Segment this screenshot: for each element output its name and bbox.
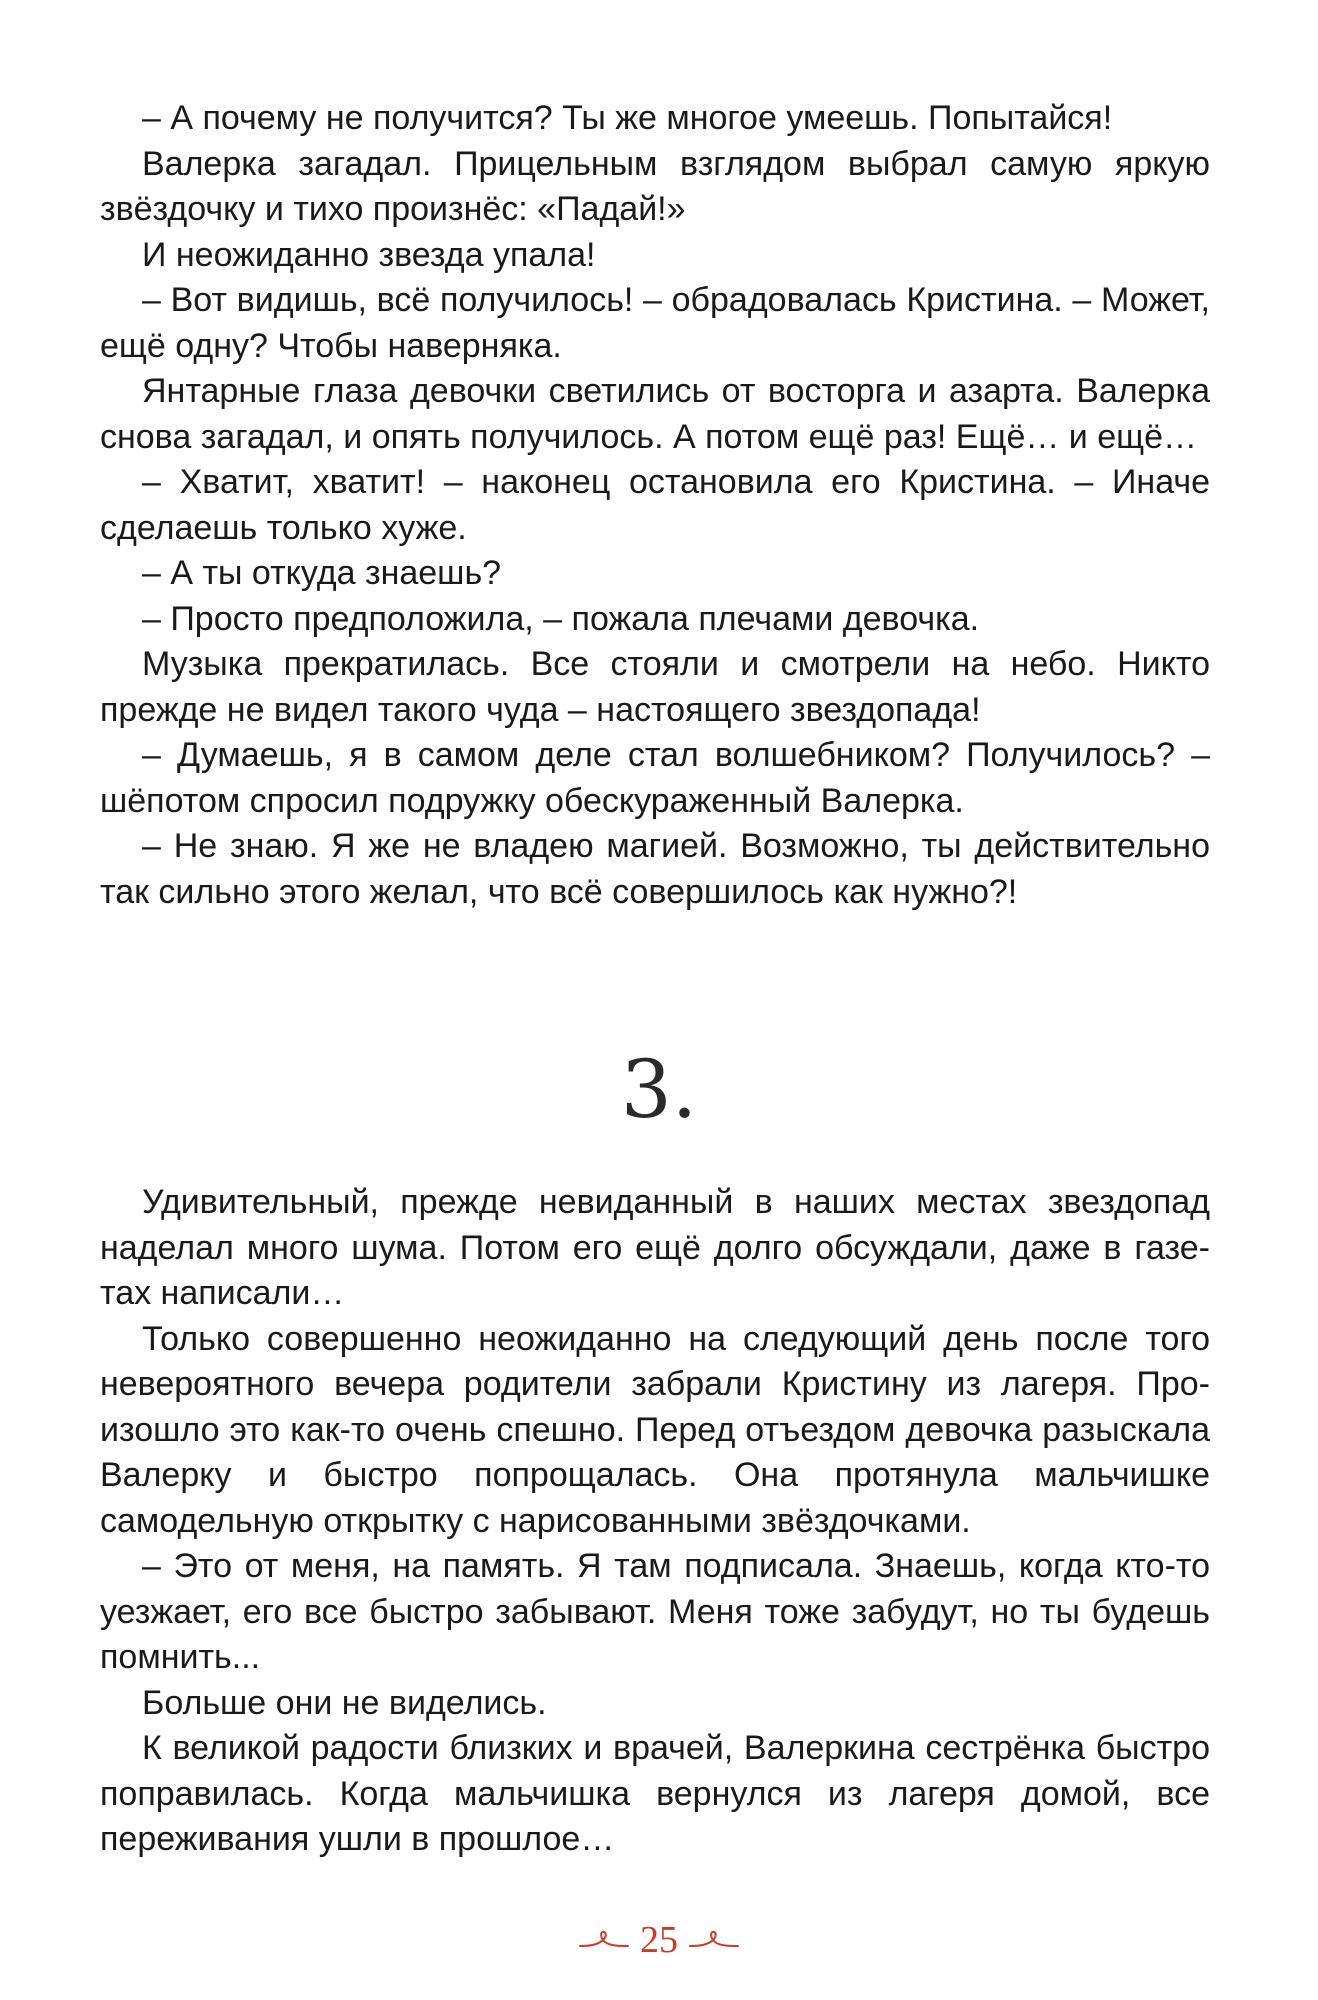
page-footer — [0, 1918, 1318, 1962]
paragraph: – А ты откуда знаешь? — [142, 554, 502, 592]
paragraph: Больше они не виделись. — [142, 1683, 547, 1722]
paragraph: И неожиданно звезда упала! — [142, 235, 596, 274]
paragraph: – Вот видишь, всё получилось! – обрадовалась Кристина. – Может, ещё одну? Чтобы наверняка. — [100, 281, 1210, 365]
paragraph: – А почему не получится? Ты же многое умеешь. Попытайся! — [142, 99, 1113, 137]
page-number: 25 — [640, 1919, 678, 1961]
paragraph: – Думаешь, я в самом деле стал волшебником? Получилось? – шёпотом спросил подружку обескураженный Валерка. — [100, 736, 1210, 820]
paragraph: Удивительный, прежде невиданный в наших местах звездопад наделал много шума. Потом его ещё долго обсуждали, даже в газетах написали… — [100, 1183, 1210, 1312]
paragraph: – Хватит, хватит! – наконец остановила его Кристина. – Иначе сделаешь только хуже. — [100, 463, 1210, 547]
paragraph: Музыка прекратилась. Все стояли и смотрели на небо. Никто прежде не видел такого чуда – настоящего звездопада! — [100, 645, 1210, 729]
right-ornament-icon — [688, 1929, 740, 1951]
paragraph: К великой радости близких и врачей, Валеркина сестрёнка быстро поправилась. Когда мальчишка вернулся из лагеря домой, все переживания ушли в прошлое… — [100, 1729, 1210, 1858]
paragraph: Валерка загадал. Прицельным взглядом выбрал самую яркую звёздочку и тихо произнёс: «Падай!» — [100, 144, 1210, 228]
paragraph: – Не знаю. Я же не владею магией. Возможно, ты действительно так сильно этого желал, что всё совершилось как нужно?! — [100, 827, 1210, 911]
paragraph: Янтарные глаза девочки светились от восторга и азарта. Валерка снова загадал, и опять получилось. А потом ещё раз! Ещё… и ещё… — [100, 372, 1210, 456]
left-ornament-icon — [578, 1929, 630, 1951]
paragraph: – Просто предположила, – пожала плечами девочка. — [142, 599, 980, 638]
paragraph: Только совершенно неожиданно на следующий день после того невероятного вечера родители забрали Кристину из лагеря. Произошло это как-то очень спешно. Перед отъездом девочка разыскала Валерку и быстро попрощалась. Она протянула мальчишке самодельную открытку с нарисованными звёздочками. — [100, 1319, 1210, 1540]
paragraph: – Это от меня, на память. Я там подписала. Знаешь, когда кто-то уезжает, его все быстро забывают. Меня тоже забудут, но ты будешь помнить... — [100, 1547, 1210, 1676]
text-block-lower — [100, 1180, 1210, 1863]
chapter-number: 3. — [620, 1043, 698, 1136]
text-block-upper — [100, 96, 1210, 915]
